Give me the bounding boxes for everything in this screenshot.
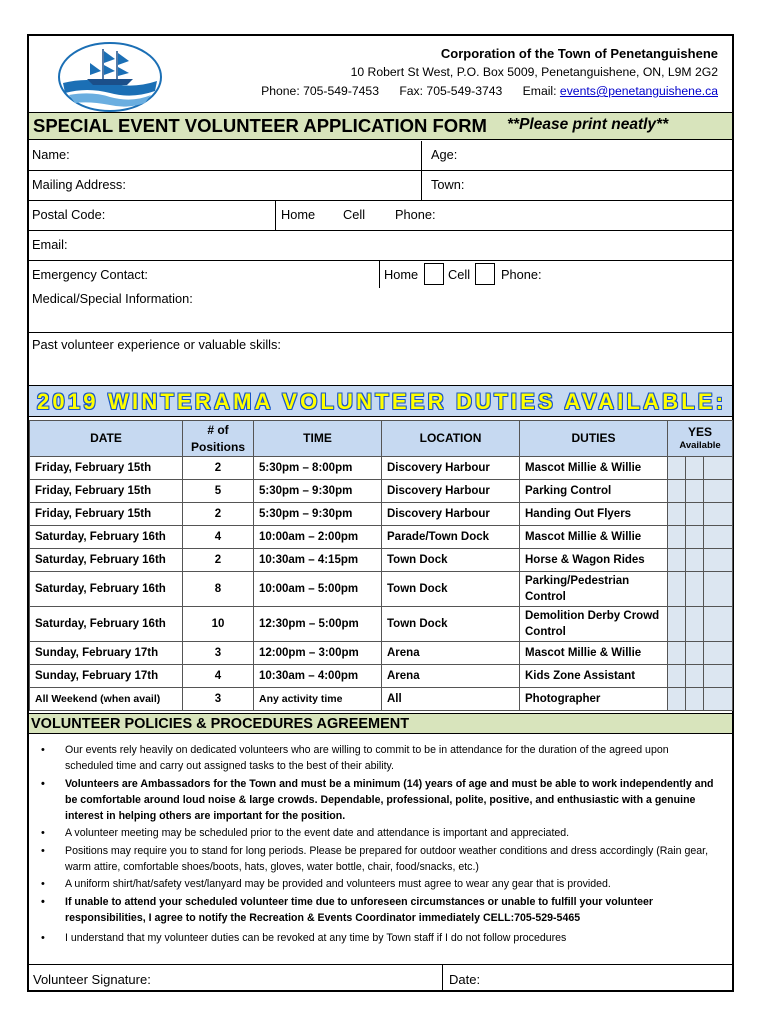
- policy-item: • Positions may require you to stand for long periods. Please be prepared for outdoor weather conditions and dress accordingly (Rain gear, warm attire, comfortable shoes/boots, hats, gloves, water bottle, chair, food/snacks, etc.): [37, 843, 717, 876]
- name-row: [29, 141, 732, 171]
- duty-time: 10:30am – 4:00pm: [254, 665, 382, 688]
- signature-field[interactable]: Volunteer Signature:: [33, 972, 151, 987]
- duty-row: [30, 480, 733, 503]
- duty-location: Arena: [382, 642, 520, 665]
- duty-time: 5:30pm – 9:30pm: [254, 480, 382, 503]
- available-label: Available: [679, 439, 721, 451]
- duty-positions: 3: [183, 688, 254, 711]
- experience-row: [29, 333, 732, 385]
- duty-positions: 8: [183, 572, 254, 607]
- home-option[interactable]: Home: [281, 207, 316, 222]
- duty-positions: 4: [183, 526, 254, 549]
- yes-available-checkbox[interactable]: [686, 688, 704, 711]
- duty-location: Town Dock: [382, 607, 520, 642]
- organization-contact: [261, 82, 718, 101]
- yes-label: YES: [688, 424, 713, 439]
- duty-time: 12:00pm – 3:00pm: [254, 642, 382, 665]
- location-header: LOCATION: [382, 421, 520, 457]
- age-field[interactable]: Age:: [431, 147, 458, 162]
- duty-name: Handing Out Flyers: [520, 503, 668, 526]
- ec-cell-checkbox[interactable]: [475, 263, 495, 285]
- postal-row: [29, 201, 732, 231]
- yes-available-checkbox[interactable]: [668, 688, 686, 711]
- yes-available-checkbox[interactable]: [668, 549, 686, 572]
- yes-available-checkbox[interactable]: [704, 480, 733, 503]
- policy-item: • If unable to attend your scheduled volunteer time due to unforeseen circumstances or unable to fulfill your volunteer responsibilities, I agree to notify the Recreation & Events Coordinator immediately CELL:705-529-5465: [37, 894, 717, 927]
- duty-location: All: [382, 688, 520, 711]
- duty-location: Discovery Harbour: [382, 457, 520, 480]
- duty-name: Mascot Millie & Willie: [520, 642, 668, 665]
- yes-available-header: [668, 421, 733, 457]
- duty-positions: 5: [183, 480, 254, 503]
- duties-header: DUTIES: [520, 421, 668, 457]
- yes-available-checkbox[interactable]: [686, 457, 704, 480]
- yes-available-checkbox[interactable]: [704, 503, 733, 526]
- duty-row: [30, 607, 733, 642]
- duty-location: Parade/Town Dock: [382, 526, 520, 549]
- duty-time: 10:00am – 2:00pm: [254, 526, 382, 549]
- duty-positions: 10: [183, 607, 254, 642]
- date-field[interactable]: Date:: [449, 972, 481, 987]
- policy-item: • I understand that my volunteer duties can be revoked at any time by Town staff if I do not follow procedures: [37, 930, 717, 946]
- policies-list: [37, 742, 717, 948]
- yes-available-checkbox[interactable]: [668, 572, 686, 607]
- form-title: SPECIAL EVENT VOLUNTEER APPLICATION FORM: [33, 115, 487, 136]
- yes-available-checkbox[interactable]: [704, 688, 733, 711]
- duty-row: [30, 549, 733, 572]
- policy-item: • Volunteers are Ambassadors for the Town and must be a minimum (14) years of age and must be able to work independently and be comfortable around loud noise & large crowds. Dependable, professional, polite, positive, and enthusiastic with a genuine interest in helping others are important for the position.: [37, 776, 717, 825]
- cell-option[interactable]: Cell: [343, 207, 366, 222]
- email-label: Email:: [522, 84, 557, 98]
- duty-date: Friday, February 15th: [30, 503, 183, 526]
- yes-available-checkbox[interactable]: [668, 503, 686, 526]
- duty-positions: 4: [183, 665, 254, 688]
- ec-phone-field[interactable]: Phone:: [501, 267, 542, 282]
- yes-available-checkbox[interactable]: [704, 526, 733, 549]
- yes-available-checkbox[interactable]: [668, 607, 686, 642]
- duty-name: Demolition Derby Crowd Control: [520, 607, 668, 642]
- email-link[interactable]: events@penetanguishene.ca: [559, 84, 718, 98]
- yes-available-checkbox[interactable]: [686, 665, 704, 688]
- duty-positions: 3: [183, 642, 254, 665]
- duty-location: Arena: [382, 665, 520, 688]
- duty-time: 12:30pm – 5:00pm: [254, 607, 382, 642]
- duty-date: Friday, February 15th: [30, 480, 183, 503]
- date-header: DATE: [30, 421, 183, 457]
- emergency-row: [29, 261, 732, 288]
- duty-row: [30, 665, 733, 688]
- duty-positions: 2: [183, 549, 254, 572]
- duty-name: Parking Control: [520, 480, 668, 503]
- duty-location: Town Dock: [382, 549, 520, 572]
- duty-date: Saturday, February 16th: [30, 572, 183, 607]
- time-header: TIME: [254, 421, 382, 457]
- duty-positions: 2: [183, 457, 254, 480]
- duty-positions: 2: [183, 503, 254, 526]
- duty-date: Sunday, February 17th: [30, 665, 183, 688]
- email-field[interactable]: Email:: [32, 237, 68, 252]
- duty-time: 5:30pm – 9:30pm: [254, 503, 382, 526]
- policies-title-bar: [29, 713, 732, 734]
- duty-location: Discovery Harbour: [382, 503, 520, 526]
- duty-time: 10:30am – 4:15pm: [254, 549, 382, 572]
- medical-row: [29, 288, 732, 333]
- yes-available-checkbox[interactable]: [668, 642, 686, 665]
- form-title-bar: [29, 112, 732, 140]
- duty-date: Saturday, February 16th: [30, 526, 183, 549]
- policies-title: VOLUNTEER POLICIES & PROCEDURES AGREEMENT: [31, 716, 410, 732]
- fax-number: Fax: 705-549-3743: [399, 84, 503, 98]
- ec-cell-option: Cell: [448, 267, 471, 282]
- organization-address: 10 Robert St West, P.O. Box 5009, Penetanguishene, ON, L9M 2G2: [350, 65, 718, 79]
- emergency-contact-field[interactable]: Emergency Contact:: [32, 267, 148, 282]
- town-field[interactable]: Town:: [431, 177, 465, 192]
- phone-number: Phone: 705-549-7453: [261, 84, 379, 98]
- yes-available-checkbox[interactable]: [704, 572, 733, 607]
- duty-row: [30, 572, 733, 607]
- yes-available-checkbox[interactable]: [668, 457, 686, 480]
- duty-date: Saturday, February 16th: [30, 549, 183, 572]
- duty-time: 5:30pm – 8:00pm: [254, 457, 382, 480]
- duty-date: Sunday, February 17th: [30, 642, 183, 665]
- address-row: [29, 171, 732, 201]
- yes-available-checkbox[interactable]: [686, 480, 704, 503]
- duty-row: [30, 526, 733, 549]
- yes-available-checkbox[interactable]: [668, 480, 686, 503]
- policy-item: • A uniform shirt/hat/safety vest/lanyard may be provided and volunteers must agree to wear any gear that is provided.: [37, 876, 717, 892]
- duty-row: [30, 642, 733, 665]
- ec-home-checkbox[interactable]: [424, 263, 444, 285]
- mailing-address-field[interactable]: Mailing Address:: [32, 177, 126, 192]
- duty-location: Town Dock: [382, 572, 520, 607]
- duty-name: Horse & Wagon Rides: [520, 549, 668, 572]
- yes-available-checkbox[interactable]: [686, 572, 704, 607]
- yes-available-checkbox[interactable]: [686, 607, 704, 642]
- duty-time: Any activity time: [254, 688, 382, 711]
- organization-name: Corporation of the Town of Penetanguishene: [440, 46, 718, 61]
- duty-time: 10:00am – 5:00pm: [254, 572, 382, 607]
- duty-name: Mascot Millie & Willie: [520, 457, 668, 480]
- duty-date: Saturday, February 16th: [30, 607, 183, 642]
- yes-available-checkbox[interactable]: [668, 526, 686, 549]
- duty-location: Discovery Harbour: [382, 480, 520, 503]
- organization-info: [261, 44, 718, 101]
- yes-available-checkbox[interactable]: [686, 503, 704, 526]
- experience-field[interactable]: Past volunteer experience or valuable skills:: [32, 337, 281, 352]
- yes-available-checkbox[interactable]: [704, 665, 733, 688]
- duty-row: [30, 457, 733, 480]
- print-note: **Please print neatly**: [507, 116, 669, 133]
- duty-name: Mascot Millie & Willie: [520, 526, 668, 549]
- duty-name: Parking/Pedestrian Control: [520, 572, 668, 607]
- duties-banner-title: 2019 WINTERAMA VOLUNTEER DUTIES AVAILABLE:: [37, 389, 727, 414]
- medical-info-field[interactable]: Medical/Special Information:: [32, 291, 193, 306]
- policy-item: • A volunteer meeting may be scheduled prior to the event date and attendance is important and appreciated.: [37, 825, 717, 841]
- duties-banner: [29, 385, 732, 417]
- yes-available-checkbox[interactable]: [704, 457, 733, 480]
- yes-available-checkbox[interactable]: [686, 526, 704, 549]
- duty-date: All Weekend (when avail): [30, 688, 183, 711]
- postal-code-field[interactable]: Postal Code:: [32, 207, 106, 222]
- duty-row: [30, 503, 733, 526]
- ec-home-option: Home: [384, 267, 419, 282]
- phone-field[interactable]: Phone:: [395, 207, 436, 222]
- duties-table: [29, 420, 733, 711]
- name-field[interactable]: Name:: [32, 147, 70, 162]
- duty-name: Kids Zone Assistant: [520, 665, 668, 688]
- signature-row: [29, 964, 732, 992]
- yes-available-checkbox[interactable]: [704, 607, 733, 642]
- yes-available-checkbox[interactable]: [686, 549, 704, 572]
- yes-available-checkbox[interactable]: [704, 642, 733, 665]
- yes-available-checkbox[interactable]: [686, 642, 704, 665]
- duty-name: Photographer: [520, 688, 668, 711]
- policy-item: • Our events rely heavily on dedicated volunteers who are willing to commit to be in attendance for the duration of the agreed upon scheduled time and carry out assigned tasks to the best of their ability.: [37, 742, 717, 775]
- positions-header: # of Positions: [183, 421, 254, 457]
- email-row: [29, 231, 732, 261]
- application-form: [27, 34, 734, 992]
- duty-row: [30, 688, 733, 711]
- duties-header-row: [30, 421, 733, 457]
- yes-available-checkbox[interactable]: [668, 665, 686, 688]
- duty-date: Friday, February 15th: [30, 457, 183, 480]
- yes-available-checkbox[interactable]: [704, 549, 733, 572]
- town-logo: [57, 41, 163, 113]
